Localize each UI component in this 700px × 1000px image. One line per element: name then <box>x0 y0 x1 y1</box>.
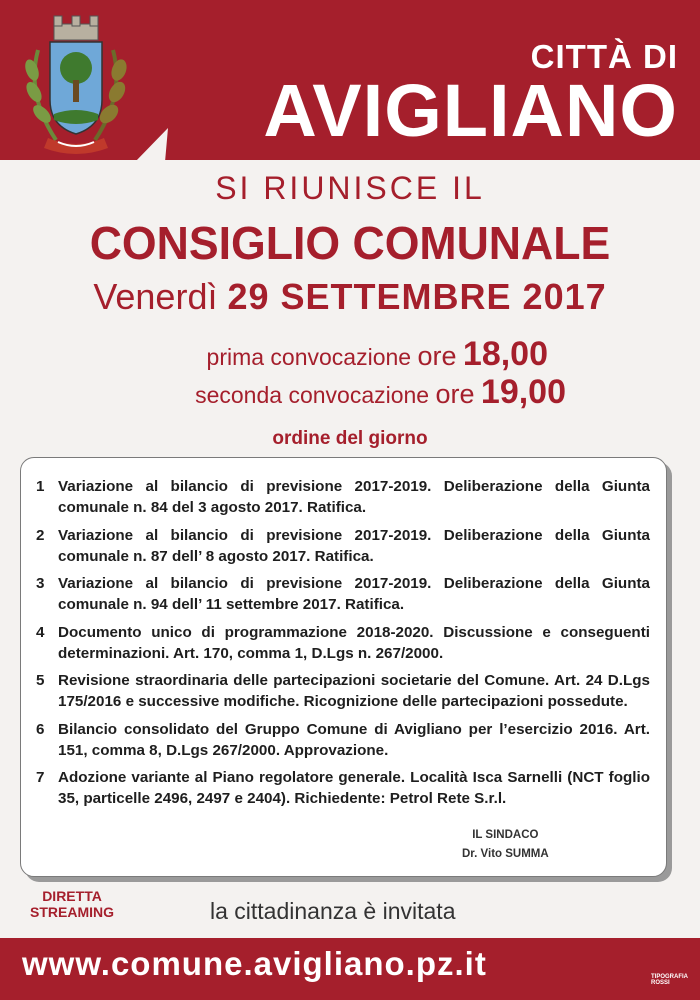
convocation-ore: ore <box>435 379 475 409</box>
municipal-crest-icon <box>18 10 133 160</box>
invitation-text: la cittadinanza è invitata <box>210 898 456 924</box>
printer-credit <box>651 974 688 986</box>
second-convocation <box>195 373 566 412</box>
meeting-date-value: 29 SETTEMBRE 2017 <box>227 276 607 317</box>
agenda-item-number: 4 <box>36 623 45 641</box>
streaming-line1: DIRETTA <box>42 888 102 904</box>
agenda-item-text: Bilancio consolidato del Gruppo Comune di Avigliano per l’esercizio 2016. Art. 151, comma 8, D.Lgs 267/2000. Approvazione. <box>58 720 650 759</box>
agenda-item <box>36 767 650 809</box>
announcement-intro: SI RIUNISCE IL <box>215 170 485 206</box>
convocation-time: 18,00 <box>462 335 548 373</box>
announcement-title: CONSIGLIO COMUNALE <box>89 217 611 269</box>
agenda-item-number: 2 <box>36 526 45 544</box>
streaming-notice <box>30 888 114 920</box>
meeting-date <box>0 276 700 318</box>
agenda-item <box>36 719 650 761</box>
first-convocation <box>207 335 548 374</box>
convocation-ore: ore <box>417 341 457 371</box>
signature-block <box>462 826 549 864</box>
agenda-item-text: Revisione straordinaria delle partecipazioni societarie del Comune. Art. 24 D.Lgs 175/2016 e successive modifiche. Ricognizione delle partecipazioni possedute. <box>58 672 650 710</box>
agenda-item <box>36 670 650 712</box>
agenda-item-number: 3 <box>36 575 45 592</box>
agenda-item-number: 7 <box>36 769 45 786</box>
meeting-day: Venerdì <box>93 276 218 317</box>
agenda-item <box>36 622 650 664</box>
agenda-list <box>36 476 650 816</box>
printer-line1: TIPOGRAFIA <box>651 974 688 980</box>
city-name: AVIGLIANO <box>263 69 678 152</box>
agenda-item <box>36 476 650 518</box>
streaming-line2: STREAMING <box>30 904 114 920</box>
convocation-label: prima convocazione <box>206 344 412 370</box>
convocation-time: 19,00 <box>480 373 566 411</box>
agenda-item-text: Variazione al bilancio di previsione 2017-2019. Deliberazione della Giunta comunale n. 87 dell’ 8 agosto 2017. Ratifica. <box>58 526 650 565</box>
agenda-title: ordine del giorno <box>272 428 428 449</box>
signature-name: Dr. Vito SUMMA <box>462 848 549 860</box>
agenda-item-text: Variazione al bilancio di previsione 2017-2019. Deliberazione della Giunta comunale n. 84 del 3 agosto 2017. Ratifica. <box>58 478 650 516</box>
agenda-item-text: Variazione al bilancio di previsione 2017-2019. Deliberazione della Giunta comunale n. 94 dell’ 11 settembre 2017. Ratifica. <box>58 575 650 613</box>
agenda-item-text: Adozione variante al Piano regolatore generale. Località Isca Sarnelli (NCT foglio 35, particelle 2496, 2497 e 2404). Richiedente: Petrol Rete S.r.l. <box>58 769 650 807</box>
website-url: www.comune.avigliano.pz.it <box>22 945 487 982</box>
agenda-item-number: 5 <box>36 672 45 689</box>
printer-line2: ROSSI <box>651 980 670 986</box>
agenda-item <box>36 525 650 567</box>
signature-role: IL SINDACO <box>472 829 539 841</box>
agenda-item <box>36 573 650 615</box>
agenda-item-number: 1 <box>36 478 45 495</box>
agenda-item-text: Documento unico di programmazione 2018-2020. Discussione e conseguenti determinazioni. Art. 170, comma 1, D.Lgs n. 267/2000. <box>58 623 650 662</box>
city-prefix: CITTÀ DI <box>530 38 678 75</box>
agenda-item-number: 6 <box>36 720 45 738</box>
convocation-label: seconda convocazione <box>195 382 430 408</box>
